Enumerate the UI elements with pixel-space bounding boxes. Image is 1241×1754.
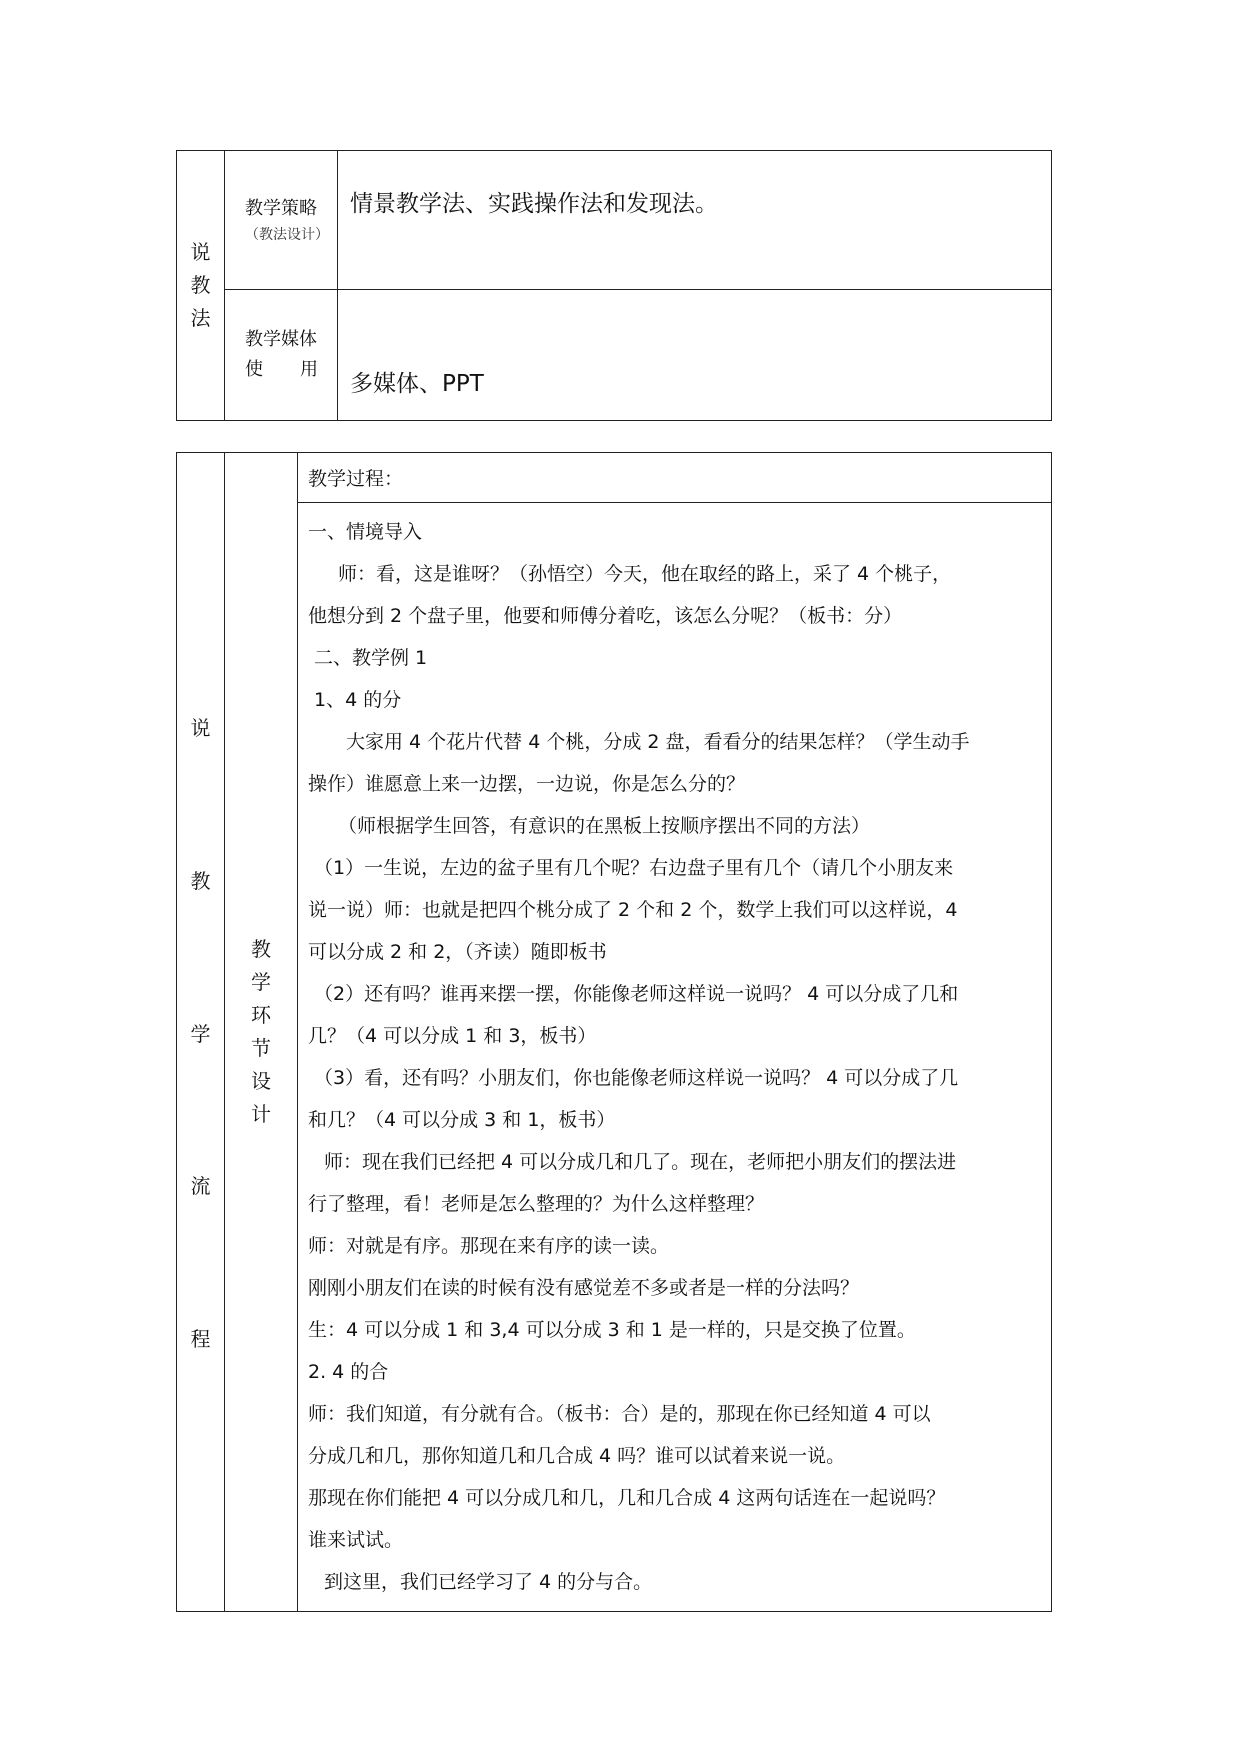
side-label-flow (177, 453, 225, 1612)
process-line: 刚刚小朋友们在读的时候有没有感觉差不多或者是一样的分法吗？ (308, 1277, 860, 1299)
process-line: （1）一生说，左边的盆子里有几个呢？右边盘子里有几个（请几个小朋友来 (314, 857, 954, 879)
process-line: 分成几和几，那你知道几和几合成 4 吗？谁可以试着来说一说。 (308, 1445, 846, 1467)
side-char: 教 (190, 273, 211, 297)
process-line: 说一说）师：也就是把四个桃分成了 2 个和 2 个，数学上我们可以这样说，4 (308, 899, 958, 921)
process-line: 操作）谁愿意上来一边摆，一边说，你是怎么分的？ (308, 773, 746, 795)
process-line: 谁来试试。 (308, 1529, 404, 1551)
link-char: 设 (251, 1069, 271, 1093)
teaching-flow-table (176, 452, 1052, 1612)
link-design-label (225, 453, 298, 1612)
media-label-char: 用 (300, 359, 318, 380)
process-line: （师根据学生回答，有意识的在黑板上按顺序摆出不同的方法） (338, 815, 871, 837)
process-line: 2. 4 的合 (308, 1361, 389, 1383)
process-line: （3）看，还有吗？小朋友们，你也能像老师这样说一说吗？ 4 可以分成了几 (314, 1067, 959, 1089)
link-char: 计 (251, 1102, 271, 1126)
process-header: 教学过程： (298, 453, 1052, 503)
process-line: 可以分成 2 和 2，（齐读）随即板书 (308, 941, 607, 963)
process-line: 师：看，这是谁呀？（孙悟空）今天，他在取经的路上，采了 4 个桃子， (338, 563, 952, 585)
process-line: 那现在你们能把 4 可以分成几和几，几和几合成 4 这两句话连在一起说吗？ (308, 1487, 946, 1509)
media-value: 多媒体、PPT (338, 290, 1052, 421)
process-line: 大家用 4 个花片代替 4 个桃，分成 2 盘，看看分的结果怎样？（学生动手 (346, 731, 970, 753)
process-line: 他想分到 2 个盘子里，他要和师傅分着吃，该怎么分呢？（板书：分） (308, 605, 903, 627)
process-line: 生：4 可以分成 1 和 3,4 可以分成 3 和 1 是一样的，只是交换了位置。 (308, 1319, 916, 1341)
link-char: 教 (251, 937, 271, 961)
process-line: 二、教学例 1 (314, 647, 428, 669)
process-line: 1、4 的分 (314, 689, 402, 711)
strategy-label-cell (225, 151, 338, 290)
media-label-2 (245, 355, 318, 385)
link-char: 环 (251, 1003, 271, 1027)
side-label-method (177, 151, 225, 421)
media-label: 教学媒体 (245, 329, 317, 350)
link-char: 学 (251, 970, 271, 994)
side-char: 程 (190, 1327, 211, 1351)
side-char: 法 (190, 306, 211, 330)
process-body (298, 503, 1052, 1612)
process-line: 师：我们知道，有分就有合。（板书：合）是的，那现在你已经知道 4 可以 (308, 1403, 931, 1425)
process-line: 一、情境导入 (308, 521, 423, 543)
process-line: 几？（4 可以分成 1 和 3，板书） (308, 1025, 597, 1047)
process-line: 师：现在我们已经把 4 可以分成几和几了。现在，老师把小朋友们的摆法进 (324, 1151, 957, 1173)
side-char: 教 (190, 868, 211, 893)
media-label-char: 使 (245, 359, 263, 380)
strategy-value: 情景教学法、实践操作法和发现法。 (338, 151, 1052, 290)
strategy-label: 教学策略 (245, 198, 317, 219)
side-char: 学 (190, 1021, 211, 1046)
process-line: 师：对就是有序。那现在来有序的读一读。 (308, 1235, 670, 1257)
side-char: 说 (190, 240, 211, 264)
teaching-method-table (176, 150, 1052, 421)
strategy-sublabel: （教法设计） (245, 227, 329, 243)
media-label-cell (225, 290, 338, 421)
process-line: （2）还有吗？谁再来摆一摆，你能像老师这样说一说吗？ 4 可以分成了几和 (314, 983, 959, 1005)
link-char: 节 (251, 1036, 271, 1060)
process-line: 和几？（4 可以分成 3 和 1，板书） (308, 1109, 616, 1131)
process-line: 到这里，我们已经学习了 4 的分与合。 (324, 1571, 653, 1593)
process-line: 行了整理，看！老师是怎么整理的？为什么这样整理？ (308, 1193, 765, 1215)
side-char: 说 (190, 716, 211, 740)
side-char: 流 (190, 1174, 211, 1199)
